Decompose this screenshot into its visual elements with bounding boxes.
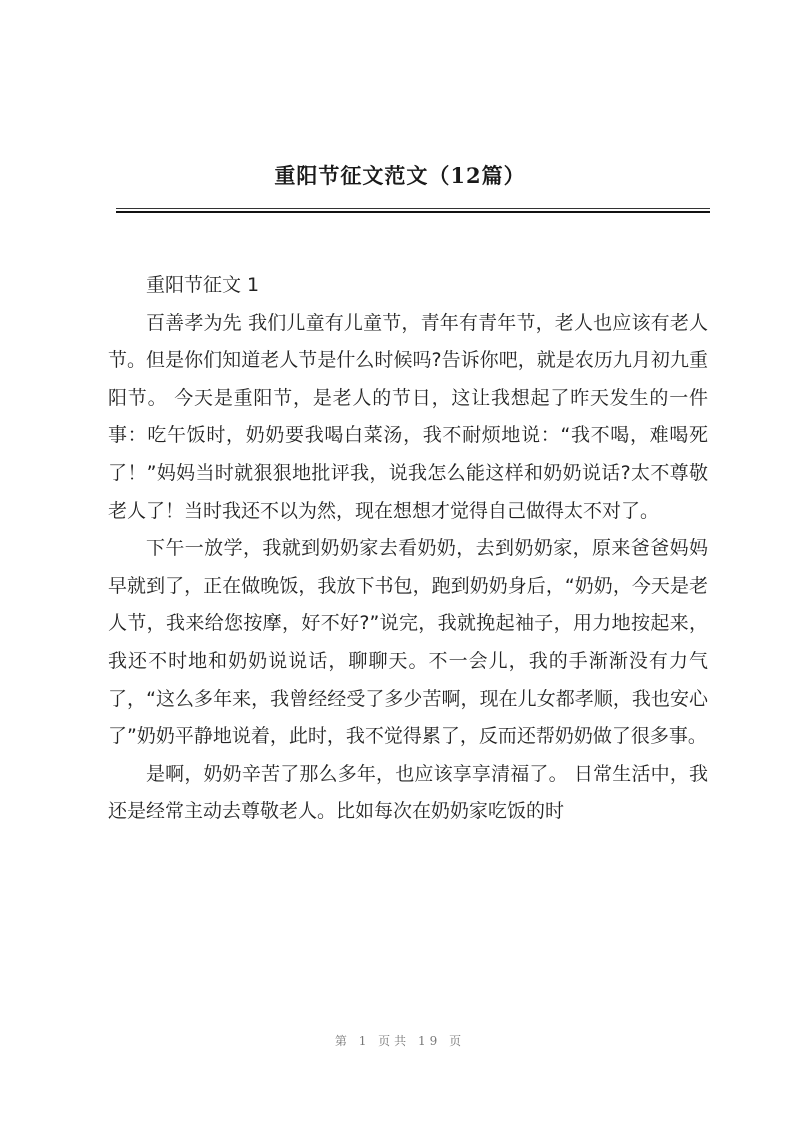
paragraph-2: 下午一放学，我就到奶奶家去看奶奶，去到奶奶家，原来爸爸妈妈早就到了，正在做晚饭，我放下书包，跑到奶奶身后，“奶奶，今天是老人节，我来给您按摩，好不好?”说完，我就挽起袖子，用力地按起来，我还不时地和奶奶说说话，聊聊天。不一会儿，我的手渐渐没有力气了，“这么多年来，我曾经经受了多少苦啊，现在儿女都孝顺，我也安心了”奶奶平静地说着，此时，我不觉得累了，反而还帮奶奶做了很多事。: [108, 537, 708, 748]
title-divider: [116, 208, 710, 213]
page-number-footer: 第 1 页共 19 页: [334, 1034, 466, 1048]
paragraph-1: 百善孝为先 我们儿童有儿童节，青年有青年节，老人也应该有老人节。但是你们知道老人节是什么时候吗?告诉你吧，就是农历九月初九重阳节。 今天是重阳节，是老人的节日，这让我想起了昨天发生的一件事：吃午饭时，奶奶要我喝白菜汤，我不耐烦地说：“我不喝，难喝死了！”妈妈当时就狠狠地批评我，说我怎么能这样和奶奶说话?太不尊敬老人了！当时我还不以为然，现在想想才觉得自己做得太不对了。: [108, 311, 708, 522]
section-heading: 重阳节征文 1: [146, 274, 260, 296]
document-body: [108, 267, 708, 831]
document-title: 重阳节征文范文（12篇）: [274, 163, 526, 188]
paragraph-3: 是啊，奶奶辛苦了那么多年，也应该享享清福了。 日常生活中，我还是经常主动去尊敬老人。比如每次在奶奶家吃饭的时: [108, 762, 708, 823]
